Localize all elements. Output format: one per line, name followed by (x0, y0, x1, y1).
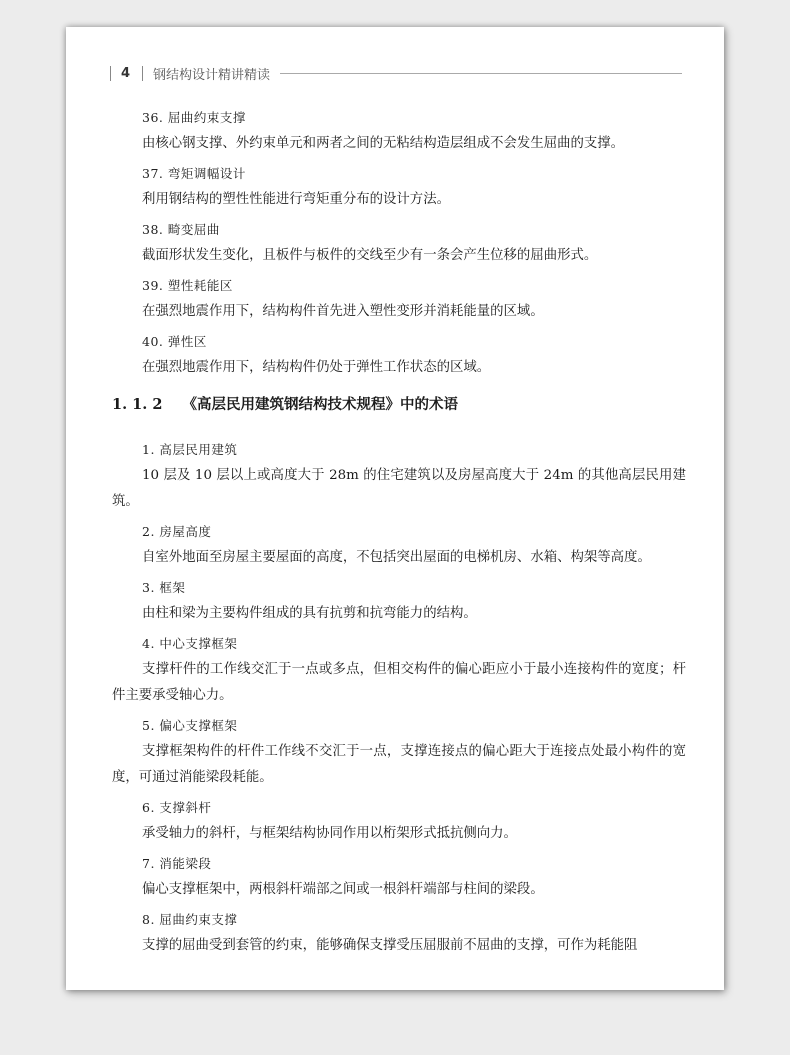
header-divider (110, 66, 111, 81)
term-entry (112, 795, 686, 847)
term-title: 36. 屈曲约束支撑 (142, 110, 246, 125)
page-number: 4 (121, 65, 131, 81)
term-definition: 在强烈地震作用下，结构构件仍处于弹性工作状态的区域。 (142, 360, 491, 375)
term-entry (112, 161, 686, 213)
term-definition: 由核心钢支撑、外约束单元和两者之间的无粘结构造层组成不会发生屈曲的支撑。 (142, 136, 625, 151)
header-divider (142, 66, 143, 81)
term-title: 6. 支撑斜杆 (142, 800, 212, 815)
term-definition: 由柱和梁为主要构件组成的具有抗剪和抗弯能力的结构。 (142, 606, 477, 621)
term-definition: 偏心支撑框架中，两根斜杆端部之间或一根斜杆端部与柱间的梁段。 (142, 882, 544, 897)
term-definition: 自室外地面至房屋主要屋面的高度，不包括突出屋面的电梯机房、水箱、构架等高度。 (142, 550, 651, 565)
term-definition: 支撑的屈曲受到套管的约束，能够确保支撑受压屈服前不屈曲的支撑，可作为耗能阻 (142, 938, 638, 953)
term-definition: 截面形状发生变化，且板件与板件的交线至少有一条会产生位移的屈曲形式。 (142, 248, 598, 263)
term-definition: 支撑框架构件的杆件工作线不交汇于一点，支撑连接点的偏心距大于连接点处最小构件的宽度，可通过消能梁段耗能。 (112, 744, 686, 785)
book-page (66, 27, 724, 990)
running-header (110, 63, 682, 83)
term-list-continued (112, 105, 686, 381)
section-heading (112, 385, 686, 425)
term-definition: 10 层及 10 层以上或高度大于 28m 的住宅建筑以及房屋高度大于 24m 的其他高层民用建筑。 (112, 468, 686, 509)
term-entry (112, 437, 686, 515)
term-title: 8. 屈曲约束支撑 (142, 912, 238, 927)
page-content (112, 105, 686, 963)
term-title: 37. 弯矩调幅设计 (142, 166, 246, 181)
term-entry (112, 631, 686, 709)
term-definition: 利用钢结构的塑性性能进行弯矩重分布的设计方法。 (142, 192, 450, 207)
term-definition: 在强烈地震作用下，结构构件首先进入塑性变形并消耗能量的区域。 (142, 304, 544, 319)
header-rule (280, 73, 682, 74)
term-entry (112, 851, 686, 903)
term-entry (112, 329, 686, 381)
term-entry (112, 575, 686, 627)
term-title: 3. 框架 (142, 580, 186, 595)
term-entry (112, 907, 686, 959)
term-title: 5. 偏心支撑框架 (142, 718, 238, 733)
term-title: 7. 消能梁段 (142, 856, 212, 871)
term-title: 2. 房屋高度 (142, 524, 212, 539)
book-title: 钢结构设计精讲精读 (153, 67, 271, 83)
term-entry (112, 105, 686, 157)
term-title: 4. 中心支撑框架 (142, 636, 238, 651)
term-definition: 承受轴力的斜杆，与框架结构协同作用以桁架形式抵抗侧向力。 (142, 826, 517, 841)
term-definition: 支撑杆件的工作线交汇于一点或多点，但相交构件的偏心距应小于最小连接构件的宽度；杆件主要承受轴心力。 (112, 662, 686, 703)
term-entry (112, 273, 686, 325)
term-title: 38. 畸变屈曲 (142, 222, 220, 237)
term-title: 39. 塑性耗能区 (142, 278, 233, 293)
term-title: 1. 高层民用建筑 (142, 442, 238, 457)
term-list-section (112, 437, 686, 959)
section-number: 1. 1. 2 (112, 396, 163, 413)
term-entry (112, 713, 686, 791)
term-entry (112, 217, 686, 269)
section-title: 《高层民用建筑钢结构技术规程》中的术语 (182, 396, 458, 413)
term-title: 40. 弹性区 (142, 334, 207, 349)
term-entry (112, 519, 686, 571)
